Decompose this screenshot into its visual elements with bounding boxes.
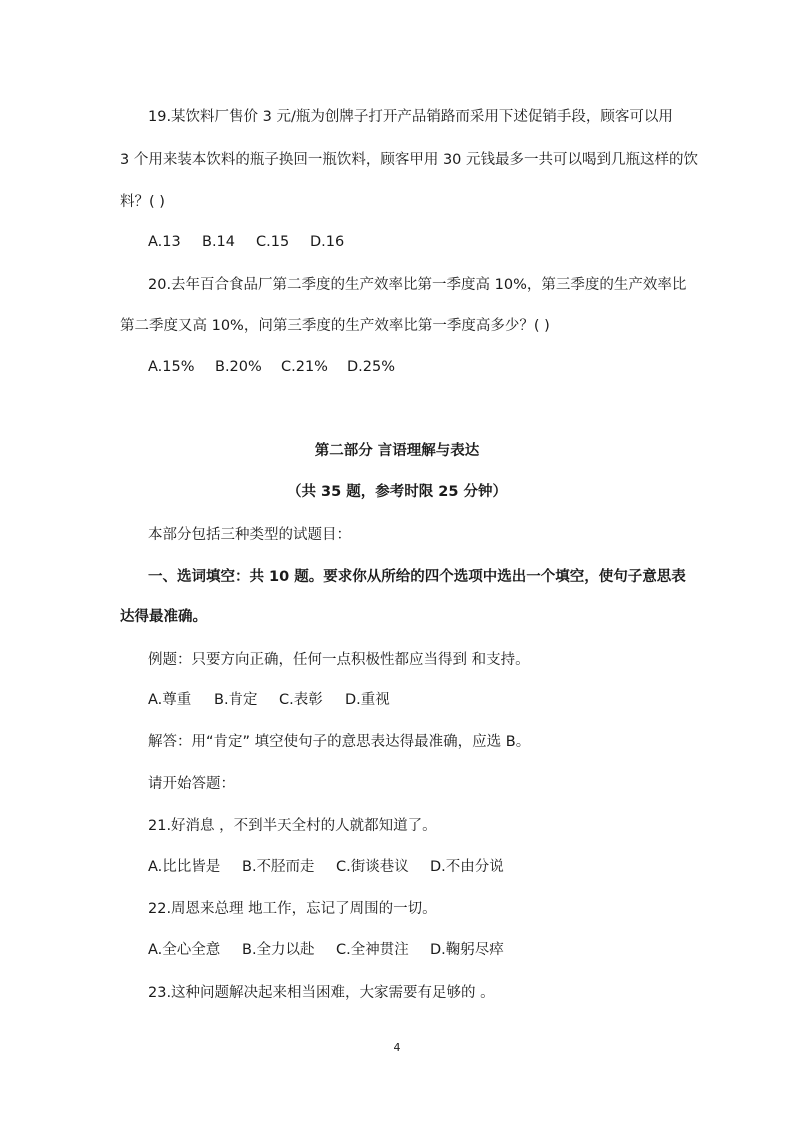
example-options bbox=[148, 690, 390, 710]
section-subtitle: （共 35 题，参考时限 25 分钟） bbox=[286, 484, 508, 500]
q22-text: 22.周恩来总理 地工作，忘记了周围的一切。 bbox=[148, 901, 437, 917]
option-d: D.鞠躬尽瘁 bbox=[430, 942, 504, 958]
q20-line2: 第二季度又高 10%，问第三季度的生产效率比第一季度高多少？( ) bbox=[120, 318, 550, 334]
part1-instruction-line2: 达得最准确。 bbox=[120, 609, 207, 625]
section-intro: 本部分包括三种类型的试题目： bbox=[148, 527, 351, 543]
q21-text: 21.好消息 ，不到半天全村的人就都知道了。 bbox=[148, 818, 437, 834]
q19-line2: 3 个用来装本饮料的瓶子换回一瓶饮料，顾客甲用 30 元钱最多一共可以喝到几瓶这样的饮 bbox=[120, 152, 698, 168]
option-b: B.肯定 bbox=[214, 692, 258, 708]
option-b: B.不胫而走 bbox=[242, 859, 315, 875]
start-prompt: 请开始答题： bbox=[148, 776, 235, 792]
option-c: C.表彰 bbox=[279, 692, 323, 708]
option-a: A.13 bbox=[148, 234, 181, 250]
section-title: 第二部分 言语理解与表达 bbox=[314, 443, 480, 459]
option-d: D.25% bbox=[347, 359, 396, 375]
option-c: C.15 bbox=[256, 234, 290, 250]
q20-line1: 20.去年百合食品厂第二季度的生产效率比第一季度高 10%，第三季度的生产效率比 bbox=[148, 277, 687, 293]
example-text: 例题：只要方向正确，任何一点积极性都应当得到 和支持。 bbox=[148, 652, 530, 668]
option-d: D.重视 bbox=[345, 692, 390, 708]
q22-options bbox=[148, 940, 504, 960]
option-d: D.不由分说 bbox=[430, 859, 504, 875]
q21-options bbox=[148, 857, 504, 877]
option-a: A.比比皆是 bbox=[148, 859, 221, 875]
q19-line3: 料？( ) bbox=[120, 194, 165, 210]
q23-text: 23.这种问题解决起来相当困难，大家需要有足够的 。 bbox=[148, 985, 495, 1001]
page-number: 4 bbox=[393, 1041, 401, 1054]
option-a: A.尊重 bbox=[148, 692, 192, 708]
option-b: B.14 bbox=[202, 234, 236, 250]
option-b: B.20% bbox=[215, 359, 262, 375]
option-c: C.21% bbox=[281, 359, 328, 375]
example-answer: 解答：用“肯定” 填空使句子的意思表达得最准确，应选 B。 bbox=[148, 734, 531, 750]
q19-options bbox=[148, 232, 344, 252]
q20-options bbox=[148, 357, 395, 377]
option-b: B.全力以赴 bbox=[242, 942, 315, 958]
option-a: A.15% bbox=[148, 359, 195, 375]
option-c: C.街谈巷议 bbox=[336, 859, 409, 875]
q19-line1: 19.某饮料厂售价 3 元/瓶为创牌子打开产品销路而采用下述促销手段，顾客可以用 bbox=[148, 109, 673, 125]
part1-instruction-line1: 一、选词填空：共 10 题。要求你从所给的四个选项中选出一个填空，使句子意思表 bbox=[148, 569, 686, 585]
option-a: A.全心全意 bbox=[148, 942, 221, 958]
option-c: C.全神贯注 bbox=[336, 942, 409, 958]
option-d: D.16 bbox=[310, 234, 345, 250]
